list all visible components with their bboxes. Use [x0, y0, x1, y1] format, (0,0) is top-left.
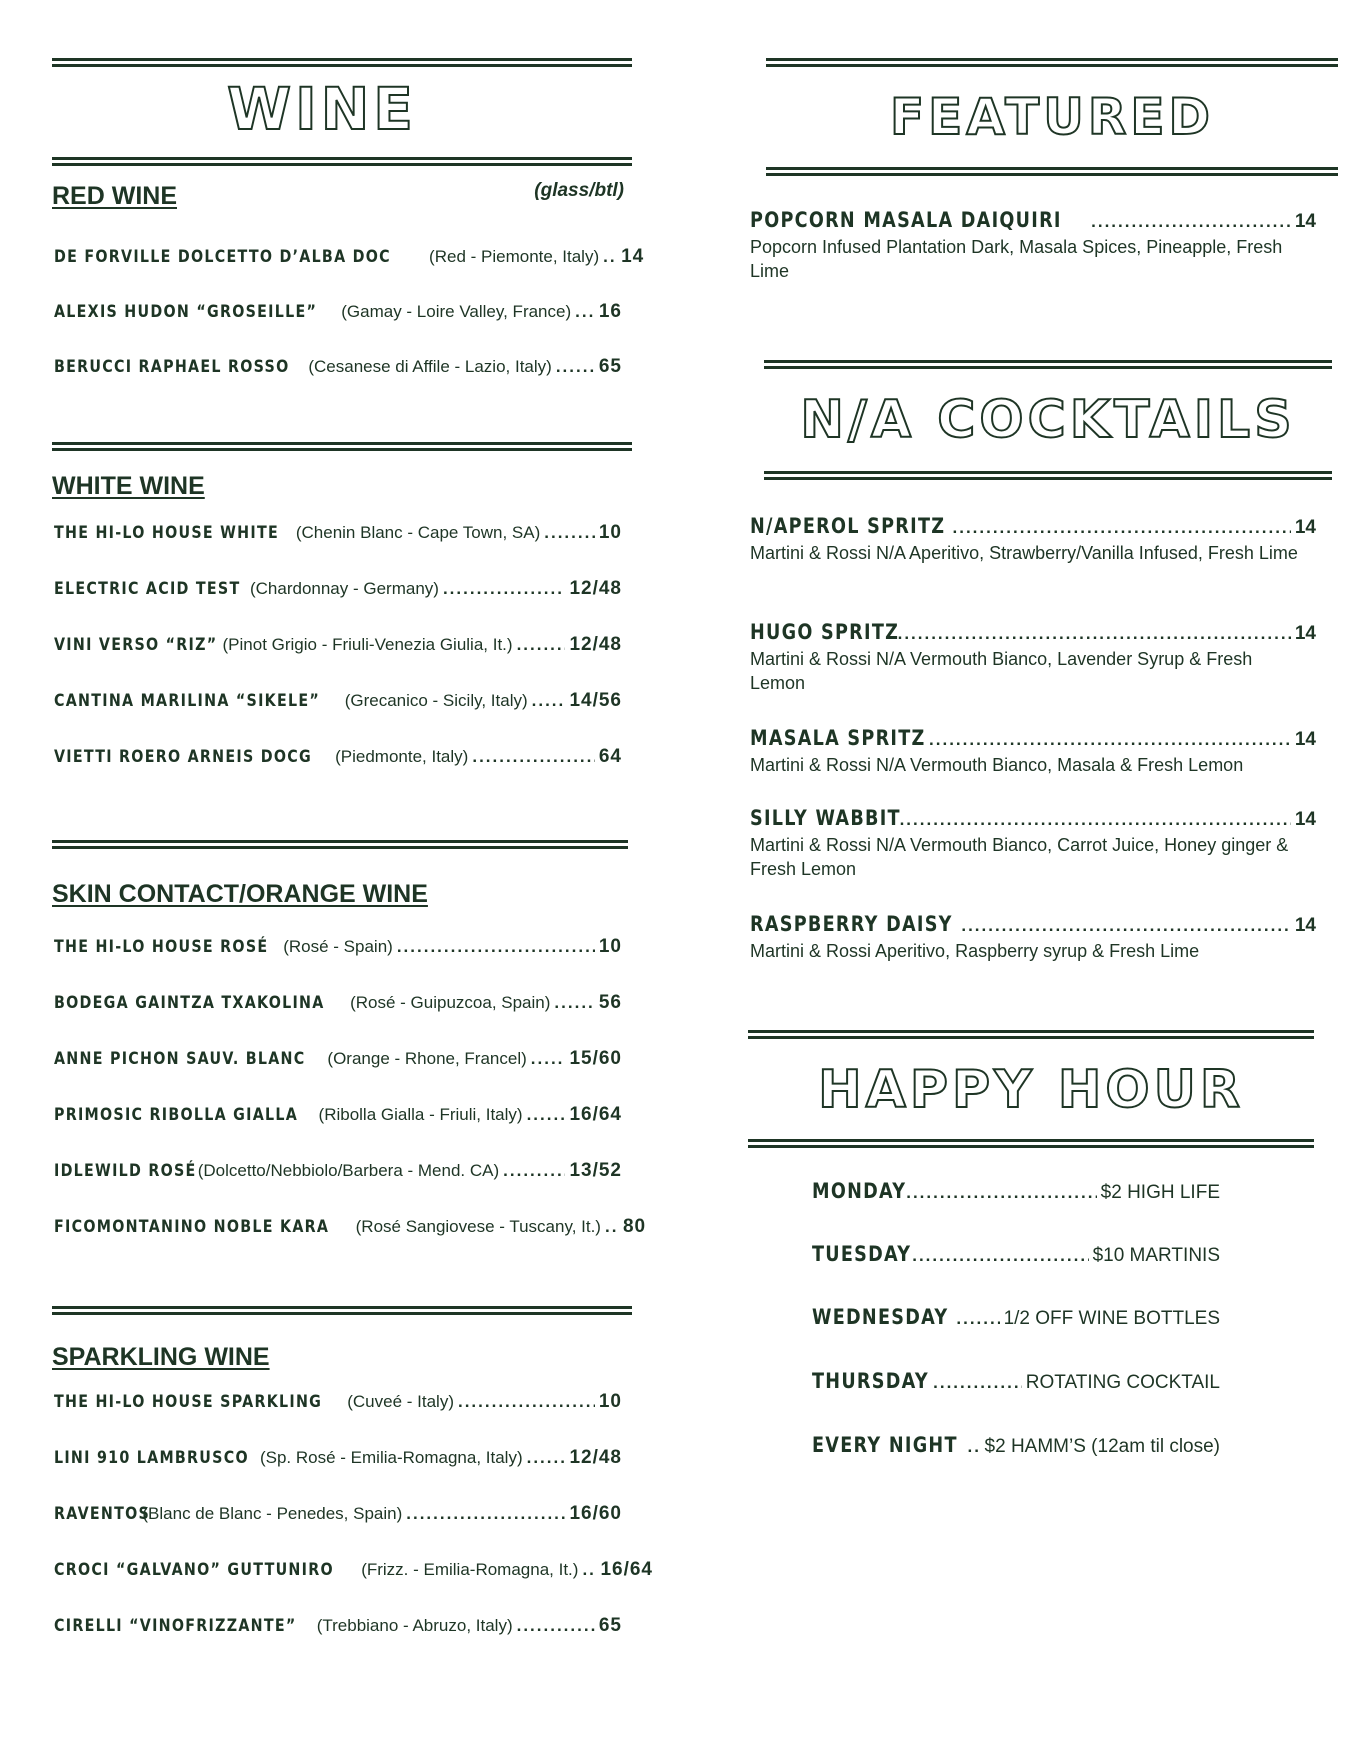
item-price: 16/60 — [569, 1503, 622, 1524]
item-desc: Martini & Rossi N/A Vermouth Bianco, Masala & Fresh Lemon — [750, 755, 1244, 775]
happy-hour-row — [812, 1369, 1220, 1399]
leader-dots — [900, 810, 1291, 830]
item-name: SILLY WABBIT — [750, 806, 901, 830]
item-price: 16 — [598, 301, 622, 322]
item-price: 12/48 — [569, 634, 622, 655]
item-price: 10 — [598, 1391, 622, 1412]
day-name: MONDAY — [812, 1179, 907, 1203]
list-item — [750, 912, 1316, 963]
item-desc: (Cesanese di Affile - Lazio, Italy) — [308, 357, 552, 376]
divider-rule — [52, 442, 632, 451]
item-price: 65 — [598, 356, 622, 377]
happy-hour-row — [812, 1179, 1220, 1209]
list-item — [54, 522, 622, 550]
section-divider — [52, 442, 632, 454]
leader-dots — [906, 1183, 1096, 1203]
item-name: CANTINA MARILINA “SIKELE” — [54, 691, 321, 711]
leader-dots — [933, 1373, 1022, 1393]
item-price: 14 — [1294, 517, 1316, 538]
item-desc: (Cuveé - Italy) — [347, 1392, 454, 1411]
na-cocktails-header — [764, 360, 1332, 480]
item-price: 16/64 — [600, 1559, 653, 1580]
header-rule — [52, 58, 632, 67]
item-desc: (Rosé Sangiovese - Tuscany, It.) — [355, 1217, 601, 1236]
deal-text: $10 MARTINIS — [1092, 1245, 1220, 1266]
leader-dots — [443, 579, 566, 599]
header-rule — [764, 471, 1332, 480]
happy-hour-row — [812, 1305, 1220, 1335]
leader-dots — [582, 1560, 596, 1580]
item-name: RAVENTOS — [54, 1504, 151, 1524]
item-desc: (Dolcetto/Nebbiolo/Barbera - Mend. CA) — [197, 1161, 500, 1180]
item-desc: (Orange - Rhone, Francel) — [327, 1049, 527, 1068]
section-title: SPARKLING WINE — [52, 1343, 270, 1371]
list-item — [54, 578, 622, 606]
leader-dots — [898, 624, 1291, 644]
header-rule — [52, 157, 632, 166]
item-name: IDLEWILD ROSÉ — [54, 1161, 197, 1181]
item-desc: Martini & Rossi N/A Aperitivo, Strawberry/Vanilla Infused, Fresh Lime — [750, 543, 1298, 563]
item-price: 56 — [598, 992, 622, 1013]
item-desc: (Grecanico - Sicily, Italy) — [344, 691, 528, 710]
leader-dots — [605, 1217, 619, 1237]
list-item — [54, 1559, 653, 1587]
deal-text: ROTATING COCKTAIL — [1025, 1372, 1220, 1393]
leader-dots — [956, 1309, 999, 1329]
header-rule — [766, 58, 1338, 67]
list-item — [54, 746, 622, 774]
item-name: ALEXIS HUDON “GROSEILLE” — [54, 302, 318, 322]
list-item — [750, 620, 1316, 695]
header-rule — [748, 1030, 1314, 1039]
featured-header — [766, 58, 1338, 176]
list-item — [54, 301, 622, 329]
item-price: 64 — [598, 746, 622, 767]
item-desc: (Chardonnay - Germany) — [249, 579, 439, 598]
item-name: ANNE PICHON SAUV. BLANC — [54, 1049, 306, 1069]
happy-hour-row — [812, 1433, 1220, 1463]
leader-dots — [554, 993, 594, 1013]
item-desc: (Ribolla Gialla - Friuli, Italy) — [318, 1105, 523, 1124]
item-name: ELECTRIC ACID TEST — [54, 579, 241, 599]
happy-hour-row — [812, 1242, 1220, 1272]
item-desc: (Chenin Blanc - Cape Town, SA) — [295, 523, 541, 542]
item-price: 14/56 — [569, 690, 622, 711]
happy-hour-title: HAPPY HOUR — [818, 1060, 1244, 1120]
item-desc: Martini & Rossi Aperitivo, Raspberry syrup & Fresh Lime — [750, 941, 1200, 961]
leader-dots — [517, 635, 566, 655]
item-price: 14 — [1294, 809, 1316, 830]
happy-hour-header — [748, 1030, 1314, 1148]
list-item — [54, 1503, 622, 1531]
leader-dots — [406, 1504, 565, 1524]
list-item — [54, 356, 622, 384]
leader-dots — [1091, 212, 1291, 232]
list-item — [54, 1104, 622, 1132]
item-price: 12/48 — [569, 1447, 622, 1468]
list-item — [54, 1160, 622, 1188]
item-desc: Martini & Rossi N/A Vermouth Bianco, Carrot Juice, Honey ginger & Fresh Lemon — [750, 835, 1289, 879]
leader-dots — [397, 937, 595, 957]
item-desc: (Sp. Rosé - Emilia-Romagna, Italy) — [259, 1448, 523, 1467]
item-name: BERUCCI RAPHAEL ROSSO — [54, 357, 290, 377]
item-price: 80 — [622, 1216, 647, 1237]
leader-dots — [603, 247, 617, 267]
item-price: 14 — [1294, 623, 1316, 644]
item-name: CROCI “GALVANO” GUTTUNIRO — [54, 1560, 334, 1580]
deal-text: $2 HAMM’S (12am til close) — [984, 1436, 1220, 1457]
item-price: 12/48 — [569, 578, 622, 599]
item-name: MASALA SPRITZ — [750, 726, 926, 750]
item-price: 15/60 — [569, 1048, 622, 1069]
item-name: VIETTI ROERO ARNEIS DOCG — [54, 747, 312, 767]
item-price: 14 — [1294, 915, 1316, 936]
item-price: 10 — [598, 522, 622, 543]
section-title: RED WINE — [52, 182, 177, 210]
item-name: LINI 910 LAMBRUSCO — [54, 1448, 249, 1468]
list-item — [750, 726, 1316, 777]
divider-rule — [52, 840, 628, 849]
item-name: FICOMONTANINO NOBLE KARA — [54, 1217, 330, 1237]
day-name: THURSDAY — [812, 1369, 929, 1393]
item-desc: (Red - Piemonte, Italy) — [429, 247, 600, 266]
list-item — [54, 1447, 622, 1475]
leader-dots — [527, 1448, 566, 1468]
section-title: SKIN CONTACT/ORANGE WINE — [52, 880, 428, 908]
wine-title: WINE — [227, 75, 417, 143]
list-item — [750, 208, 1316, 283]
list-item — [54, 992, 622, 1020]
item-price: 13/52 — [569, 1160, 622, 1181]
header-rule — [764, 360, 1332, 369]
list-item — [54, 1048, 622, 1076]
item-price: 16/64 — [569, 1104, 622, 1125]
list-item — [54, 690, 622, 718]
leader-dots — [532, 691, 566, 711]
wine-header — [52, 58, 632, 166]
divider-rule — [52, 1306, 632, 1315]
item-name: DE FORVILLE DOLCETTO D’ALBA DOC — [54, 247, 391, 267]
item-name: THE HI-LO HOUSE ROSÉ — [54, 937, 269, 957]
list-item — [750, 514, 1316, 565]
item-name: THE HI-LO HOUSE WHITE — [54, 523, 279, 543]
item-name: POPCORN MASALA DAIQUIRI — [750, 208, 1062, 232]
leader-dots — [968, 1437, 981, 1457]
item-name: VINI VERSO “RIZ” — [54, 635, 218, 655]
list-item — [54, 634, 622, 662]
item-desc: (Pinot Grigio - Friuli-Venezia Giulia, It.) — [222, 635, 513, 654]
header-rule — [766, 167, 1338, 176]
section-divider — [52, 1306, 632, 1318]
item-desc: (Rosé - Spain) — [283, 937, 393, 956]
leader-dots — [961, 916, 1291, 936]
list-item — [54, 1391, 622, 1419]
item-name: BODEGA GAINTZA TXAKOLINA — [54, 993, 325, 1013]
item-desc: (Trebbiano - Abruzo, Italy) — [316, 1616, 513, 1635]
featured-title: FEATURED — [890, 88, 1214, 146]
leader-dots — [544, 523, 595, 543]
item-name: CIRELLI “VINOFRIZZANTE” — [54, 1616, 297, 1636]
item-desc: (Rosé - Guipuzcoa, Spain) — [350, 993, 551, 1012]
leader-dots — [575, 302, 595, 322]
leader-dots — [503, 1161, 565, 1181]
leader-dots — [953, 518, 1291, 538]
item-name: THE HI-LO HOUSE SPARKLING — [54, 1392, 323, 1412]
item-desc: Martini & Rossi N/A Vermouth Bianco, Lavender Syrup & Fresh Lemon — [750, 649, 1253, 693]
leader-dots — [458, 1392, 595, 1412]
leader-dots — [912, 1246, 1088, 1266]
list-item — [54, 1615, 622, 1643]
item-name: HUGO SPRITZ — [750, 620, 900, 644]
section-title: WHITE WINE — [52, 472, 205, 500]
list-item — [54, 1216, 647, 1244]
item-name: N/APEROL SPRITZ — [750, 514, 946, 538]
deal-text: $2 HIGH LIFE — [1100, 1182, 1220, 1203]
day-name: WEDNESDAY — [812, 1305, 949, 1329]
item-desc: (Blanc de Blanc - Penedes, Spain) — [142, 1504, 403, 1523]
item-desc: (Gamay - Loire Valley, France) — [341, 302, 572, 321]
deal-text: 1/2 OFF WINE BOTTLES — [1003, 1308, 1220, 1329]
leader-dots — [929, 730, 1291, 750]
list-item — [54, 246, 645, 274]
item-price: 10 — [598, 936, 622, 957]
item-name: RASPBERRY DAISY — [750, 912, 953, 936]
leader-dots — [527, 1105, 566, 1125]
na-cocktails-title: N/A COCKTAILS — [800, 390, 1296, 450]
leader-dots — [531, 1049, 566, 1069]
item-desc: (Piedmonte, Italy) — [335, 747, 469, 766]
item-name: PRIMOSIC RIBOLLA GIALLA — [54, 1105, 299, 1125]
header-rule — [748, 1139, 1314, 1148]
day-name: EVERY NIGHT — [812, 1433, 958, 1457]
leader-dots — [472, 747, 595, 767]
item-price: 14 — [1294, 211, 1316, 232]
item-price: 14 — [621, 246, 645, 267]
section-divider — [52, 840, 628, 852]
item-desc: Popcorn Infused Plantation Dark, Masala Spices, Pineapple, Fresh Lime — [750, 237, 1283, 281]
list-item — [750, 806, 1316, 881]
item-desc: (Frizz. - Emilia-Romagna, It.) — [361, 1560, 579, 1579]
item-price: 65 — [598, 1615, 622, 1636]
leader-dots — [517, 1616, 595, 1636]
list-item — [54, 936, 622, 964]
leader-dots — [556, 357, 595, 377]
day-name: TUESDAY — [812, 1242, 912, 1266]
item-price: 14 — [1294, 729, 1316, 750]
glass-bottle-note: (glass/btl) — [534, 180, 624, 201]
